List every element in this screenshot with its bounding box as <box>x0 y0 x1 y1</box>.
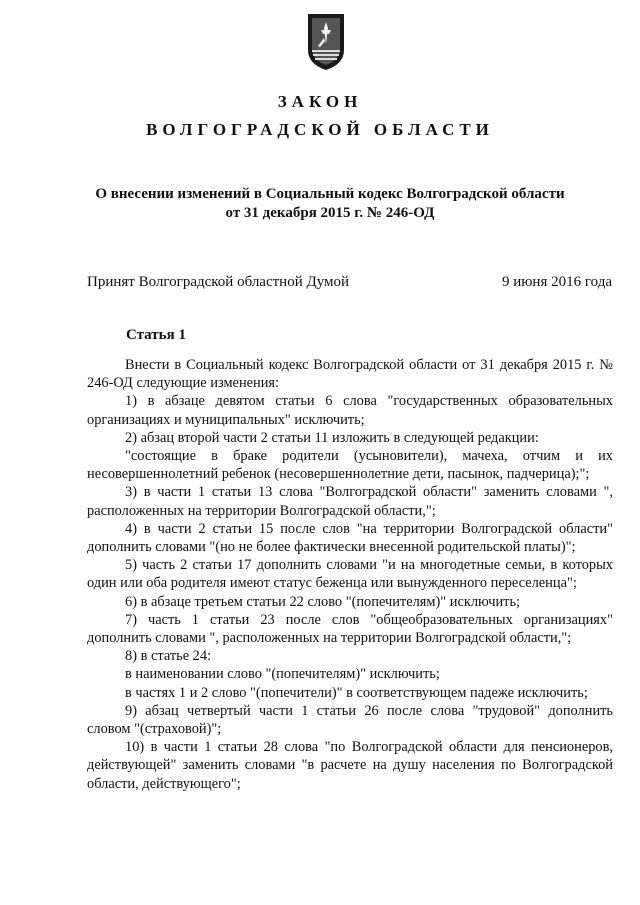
paragraph-item-5: 5) часть 2 статьи 17 дополнить словами "и на многодетные семьи, в которых один или оба родителя имеют статус беженца или вынужденного переселенца"; <box>87 557 613 592</box>
coat-of-arms-icon <box>304 8 348 72</box>
article-body <box>87 356 613 793</box>
paragraph-item-2: 2) абзац второй части 2 статьи 11 изложить в следующей редакции: <box>125 429 539 446</box>
paragraph-item-2-text: "состоящие в браке родители (усыновители), мачеха, отчим и их несовершеннолетний ребенок (несовершеннолетние дети, пасынок, падчерица);"; <box>87 448 613 483</box>
paragraph-intro: Внести в Социальный кодекс Волгоградской области от 31 декабря 2015 г. № 246-ОД следующие изменения: <box>87 357 613 392</box>
law-subject <box>60 185 600 223</box>
paragraph-item-10: 10) в части 1 статьи 28 слова "по Волгоградской области для пенсионеров, действующей" заменить словами "в расчете на душу населения по Волгоградской области, действующего"; <box>87 739 613 792</box>
law-title: ЗАКОН <box>277 92 363 111</box>
paragraph-item-9: 9) абзац четвертый части 1 статьи 26 после слова "трудовой" дополнить словом "(страховой)"; <box>87 702 613 738</box>
region-title: ВОЛГОГРАДСКОЙ ОБЛАСТИ <box>146 120 494 139</box>
paragraph-item-8-a: в наименовании слово "(попечителям)" исключить; <box>125 666 440 683</box>
paragraph-item-1: 1) в абзаце девятом статьи 6 слова "государственных образовательных организациях и муниципальных" исключить; <box>87 393 613 428</box>
adopted-by: Принят Волгоградской областной Думой <box>87 274 350 290</box>
adoption-date: 9 июня 2016 года <box>501 274 612 290</box>
paragraph-item-8-b: в частях 1 и 2 слово "(попечители)" в соответствующем падеже исключить; <box>125 684 588 701</box>
paragraph-item-3: 3) в части 1 статьи 13 слова "Волгоградской области" заменить словами ", расположенных на территории Волгоградской области,"; <box>87 484 613 519</box>
paragraph-item-4: 4) в части 2 статьи 15 после слов "на территории Волгоградской области" дополнить словами "(но не более фактически внесенной родительской платы)"; <box>87 520 613 556</box>
article-heading: Статья 1 <box>126 327 186 343</box>
subject-line-2: от 31 декабря 2015 г. № 246-ОД <box>225 205 435 221</box>
paragraph-item-8: 8) в статье 24: <box>125 648 212 665</box>
paragraph-item-7: 7) часть 1 статьи 23 после слов "общеобразовательных организациях" дополнить словами ", расположенных на территории Волгоградской области,"; <box>87 611 613 647</box>
paragraph-item-6: 6) в абзаце третьем статьи 22 слово "(попечителям)" исключить; <box>125 593 521 610</box>
subject-line-1: О внесении изменений в Социальный кодекс Волгоградской области <box>95 186 565 202</box>
